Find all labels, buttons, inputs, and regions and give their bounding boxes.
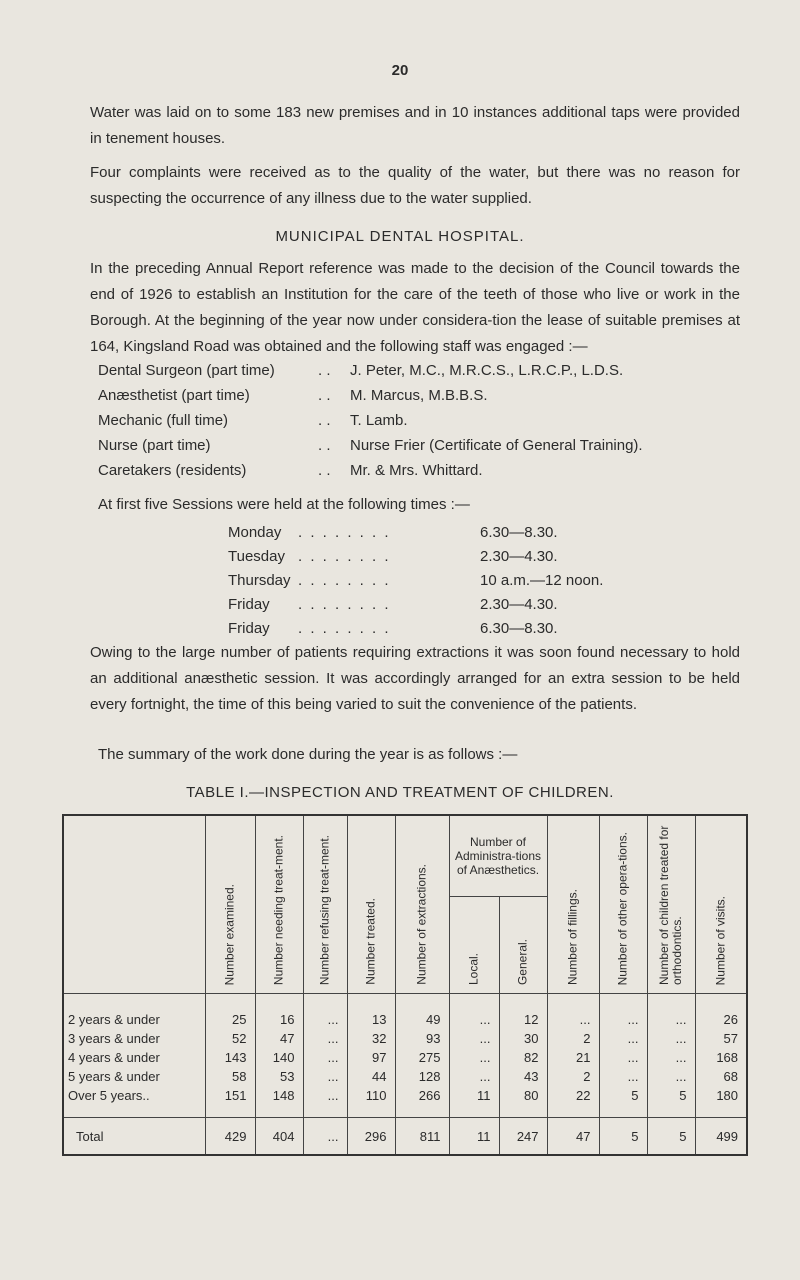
staff-row [98, 437, 758, 462]
session-row [228, 572, 603, 596]
table-cell: ... [449, 1029, 499, 1048]
staff-role: Caretakers (residents) [98, 462, 247, 479]
column-header-text: General. [515, 938, 530, 985]
table-cell: 82 [499, 1048, 547, 1067]
anaesthetics-group-header: Number of Administra-tions of Anæsthetics. [449, 815, 547, 897]
column-header-text: Local. [466, 952, 481, 985]
staff-name: M. Marcus, M.B.B.S. [350, 387, 488, 404]
session-time: 6.30—8.30. [480, 620, 558, 637]
treatment-table [62, 814, 748, 1156]
table-cell: 140 [255, 1048, 303, 1067]
column-header [303, 815, 347, 994]
table-body [63, 994, 747, 1118]
table-cell: 151 [205, 1086, 255, 1118]
session-day: Thursday [228, 572, 291, 589]
table-cell: 47 [255, 1029, 303, 1048]
column-header [599, 815, 647, 994]
extra-session-paragraph: Owing to the large number of patients requiring extractions it was soon found necessary to hold an additional anæsthetic session. It was accordingly arranged for an extra session to be held every fortnight, the time of this being varied to suit the convenience of the patients. [90, 644, 740, 713]
staff-row [98, 387, 758, 412]
table-cell: ... [303, 1048, 347, 1067]
column-header-text: Number of extractions. [414, 864, 429, 985]
table-cell: 266 [395, 1086, 449, 1118]
row-label: 4 years & under [63, 1048, 205, 1067]
session-day: Friday [228, 596, 270, 613]
total-cell: 499 [695, 1118, 747, 1156]
table-cell: ... [647, 1067, 695, 1086]
session-time: 2.30—4.30. [480, 596, 558, 613]
session-row [228, 548, 603, 572]
table-cell: ... [449, 1067, 499, 1086]
session-day: Friday [228, 620, 270, 637]
total-cell: 429 [205, 1118, 255, 1156]
sessions-intro: At first five Sessions were held at the following times :— [98, 496, 470, 513]
session-row [228, 524, 603, 548]
column-header-text: Number examined. [222, 883, 237, 985]
column-header [695, 815, 747, 994]
staff-row [98, 462, 758, 487]
header-blank [63, 815, 205, 994]
column-header-text: Number refusing treat-ment. [317, 834, 332, 985]
column-header [647, 815, 695, 994]
column-header-text: Number of children treated for orthodontics. [657, 825, 685, 985]
table-cell: 58 [205, 1067, 255, 1086]
table-cell: 57 [695, 1029, 747, 1048]
session-day: Monday [228, 524, 282, 541]
total-cell: 404 [255, 1118, 303, 1156]
total-cell: ... [303, 1118, 347, 1156]
table-row [63, 1086, 747, 1118]
leader-dots: . . [318, 387, 331, 404]
table-total-row [63, 1118, 747, 1156]
total-label: Total [63, 1118, 205, 1156]
leader-dots: . . . . . . . . [298, 524, 391, 541]
table-cell: ... [449, 1048, 499, 1067]
table-cell: ... [647, 1029, 695, 1048]
table-cell: 25 [205, 994, 255, 1030]
table-cell: 148 [255, 1086, 303, 1118]
column-header-text: Number of other opera-tions. [615, 831, 630, 985]
row-label: Over 5 years.. [63, 1086, 205, 1118]
summary-intro: The summary of the work done during the year is as follows :— [98, 746, 518, 763]
table-cell: 80 [499, 1086, 547, 1118]
staff-list [98, 362, 758, 487]
table-cell: 180 [695, 1086, 747, 1118]
page-number: 20 [391, 62, 409, 79]
table-cell: 32 [347, 1029, 395, 1048]
table-cell: ... [547, 994, 599, 1030]
session-row [228, 596, 603, 620]
staff-name: Mr. & Mrs. Whittard. [350, 462, 483, 479]
column-header [547, 815, 599, 994]
table-cell: 30 [499, 1029, 547, 1048]
table-header-row [63, 815, 747, 897]
total-cell: 47 [547, 1118, 599, 1156]
table-row [63, 1029, 747, 1048]
total-cell: 11 [449, 1118, 499, 1156]
leader-dots: . . . . . . . . [298, 572, 391, 589]
column-header [347, 815, 395, 994]
staff-name: T. Lamb. [350, 412, 408, 429]
table-title: TABLE I.—INSPECTION AND TREATMENT OF CHILDREN. [186, 784, 614, 801]
table-cell: 2 [547, 1067, 599, 1086]
total-cell: 5 [599, 1118, 647, 1156]
table-cell: ... [599, 1048, 647, 1067]
table-cell: 52 [205, 1029, 255, 1048]
staff-role: Dental Surgeon (part time) [98, 362, 275, 379]
table-cell: ... [647, 1048, 695, 1067]
staff-row [98, 362, 758, 387]
table-cell: ... [449, 994, 499, 1030]
complaints-paragraph: Four complaints were received as to the quality of the water, but there was no reason for suspecting the occurrence of any illness due to the water supplied. [90, 164, 740, 207]
leader-dots: . . [318, 412, 331, 429]
table-cell: ... [303, 994, 347, 1030]
table-cell: ... [303, 1029, 347, 1048]
table-cell: 12 [499, 994, 547, 1030]
session-time: 10 a.m.—12 noon. [480, 572, 604, 589]
water-taps-paragraph: Water was laid on to some 183 new premises and in 10 instances additional taps were provided in tenement houses. [90, 104, 740, 147]
table-cell: 5 [647, 1086, 695, 1118]
sessions-list [228, 524, 603, 644]
staff-name: J. Peter, M.C., M.R.C.S., L.R.C.P., L.D.S. [350, 362, 624, 379]
section-heading: MUNICIPAL DENTAL HOSPITAL. [275, 228, 525, 245]
row-label: 2 years & under [63, 994, 205, 1030]
table-cell: 53 [255, 1067, 303, 1086]
session-time: 6.30—8.30. [480, 524, 558, 541]
table-cell: ... [303, 1067, 347, 1086]
table-cell: 13 [347, 994, 395, 1030]
table-cell: ... [599, 1029, 647, 1048]
staff-name: Nurse Frier (Certificate of General Training). [350, 437, 643, 454]
total-cell: 811 [395, 1118, 449, 1156]
table-cell: 93 [395, 1029, 449, 1048]
column-header [205, 815, 255, 994]
table-row [63, 1067, 747, 1086]
table-cell: 44 [347, 1067, 395, 1086]
leader-dots: . . . . . . . . [298, 620, 391, 637]
table-cell: 110 [347, 1086, 395, 1118]
table-row [63, 1048, 747, 1067]
table-cell: 26 [695, 994, 747, 1030]
staff-role: Mechanic (full time) [98, 412, 229, 429]
table-cell: ... [303, 1086, 347, 1118]
table-cell: 2 [547, 1029, 599, 1048]
column-header-text: Number of visits. [713, 895, 728, 985]
column-header-text: Number of fillings. [565, 888, 580, 985]
table-cell: 143 [205, 1048, 255, 1067]
table-cell: 43 [499, 1067, 547, 1086]
total-cell: 5 [647, 1118, 695, 1156]
leader-dots: . . . . . . . . [298, 548, 391, 565]
column-header-text: Number needing treat-ment. [271, 834, 286, 985]
row-label: 5 years & under [63, 1067, 205, 1086]
table-cell: 11 [449, 1086, 499, 1118]
table-cell: ... [599, 994, 647, 1030]
column-header [449, 897, 499, 994]
table-cell: 275 [395, 1048, 449, 1067]
column-header [395, 815, 449, 994]
table-cell: ... [599, 1067, 647, 1086]
table-cell: 68 [695, 1067, 747, 1086]
column-header-text: Number treated. [363, 898, 378, 985]
table-cell: ... [647, 994, 695, 1030]
total-cell: 247 [499, 1118, 547, 1156]
staff-role: Anæsthetist (part time) [98, 387, 250, 404]
leader-dots: . . [318, 362, 331, 379]
staff-role: Nurse (part time) [98, 437, 211, 454]
table-cell: 128 [395, 1067, 449, 1086]
column-header [499, 897, 547, 994]
leader-dots: . . . . . . . . [298, 596, 391, 613]
session-day: Tuesday [228, 548, 285, 565]
table-cell: 16 [255, 994, 303, 1030]
table-cell: 5 [599, 1086, 647, 1118]
table-cell: 49 [395, 994, 449, 1030]
table-cell: 21 [547, 1048, 599, 1067]
session-time: 2.30—4.30. [480, 548, 558, 565]
table-cell: 97 [347, 1048, 395, 1067]
total-cell: 296 [347, 1118, 395, 1156]
table-cell: 22 [547, 1086, 599, 1118]
staff-row [98, 412, 758, 437]
column-header [255, 815, 303, 994]
table-row [63, 994, 747, 1030]
row-label: 3 years & under [63, 1029, 205, 1048]
leader-dots: . . [318, 462, 331, 479]
leader-dots: . . [318, 437, 331, 454]
table-cell: 168 [695, 1048, 747, 1067]
intro-paragraph: In the preceding Annual Report reference was made to the decision of the Council towards the end of 1926 to establish an Institution for the care of the teeth of those who live or work in the Borough. At the beginning of the year now under considera-tion the lease of suitable premises at 164, Kingsland Road was obtained and the following staff was engaged :— [90, 260, 740, 355]
